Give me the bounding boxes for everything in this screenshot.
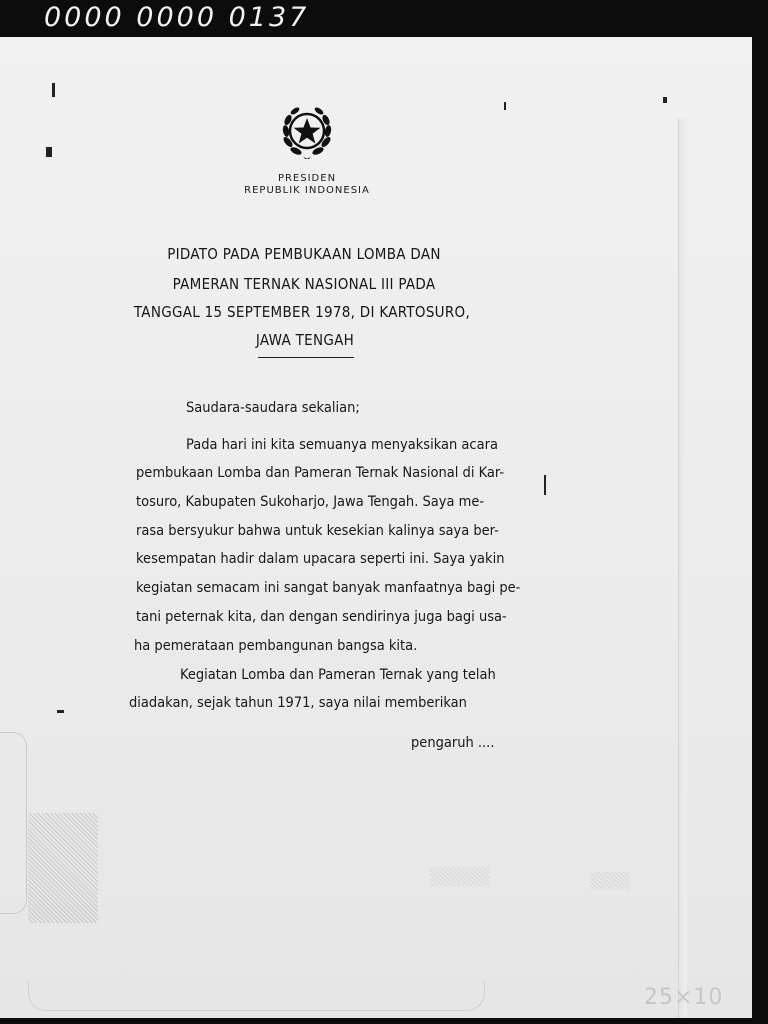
letterhead-title <box>236 173 378 197</box>
paragraph-line: kesempatan hadir dalam upacara seperti ini. Saya yakin <box>136 551 505 567</box>
scan-speck <box>504 102 506 110</box>
paragraph-line: Kegiatan Lomba dan Pameran Ternak yang telah <box>180 667 496 683</box>
page-left-tab <box>0 732 27 914</box>
microfilm-frame-number: 0000 0000 0137 <box>44 2 310 33</box>
scan-speck <box>52 83 55 97</box>
paragraph-line: pembukaan Lomba dan Pameran Ternak Nasional di Kar- <box>136 465 505 481</box>
paragraph-line: rasa bersyukur bahwa untuk kesekian kalinya saya ber- <box>136 523 499 539</box>
paragraph-line: kegiatan semacam ini sangat banyak manfaatnya bagi pe- <box>136 580 521 596</box>
letterhead-line-president: PRESIDEN <box>277 173 337 184</box>
title-underline <box>258 357 354 358</box>
speech-title-line: JAWA TENGAH <box>255 331 355 349</box>
continuation-catchword: pengaruh .... <box>411 735 495 751</box>
paragraph-line: ha pemerataan pembangunan bangsa kita. <box>134 638 418 654</box>
scan-smudge <box>430 867 490 887</box>
salutation: Saudara-saudara sekalian; <box>186 400 360 416</box>
document-page <box>0 37 752 1018</box>
scan-speck <box>663 97 667 103</box>
speech-title-line: PIDATO PADA PEMBUKAAN LOMBA DAN <box>167 245 441 263</box>
scan-speck <box>544 475 546 495</box>
scan-speck <box>57 710 64 713</box>
letterhead-line-republic: REPUBLIK INDONESIA <box>244 185 370 196</box>
paragraph-line: tosuro, Kabupaten Sukoharjo, Jawa Tengah. Saya me- <box>136 494 485 510</box>
page-bottom-curl <box>28 982 485 1011</box>
scan-speck <box>46 147 52 157</box>
scan-smudge <box>28 813 98 923</box>
paragraph-line: Pada hari ini kita semuanya menyaksikan acara <box>186 437 498 453</box>
scan-smudge <box>590 872 630 890</box>
microfilm-scale-mark: 25×10 <box>644 985 724 1010</box>
garuda-star-wreath-emblem-icon <box>275 101 339 165</box>
page-edge-shadow <box>678 119 687 1018</box>
paragraph-line: tani peternak kita, dan dengan sendirinya juga bagi usa- <box>136 609 507 625</box>
speech-title-line: PAMERAN TERNAK NASIONAL III PADA <box>172 275 436 293</box>
paragraph-line: diadakan, sejak tahun 1971, saya nilai memberikan <box>129 695 467 711</box>
speech-title-line: TANGGAL 15 SEPTEMBER 1978, DI KARTOSURO, <box>133 303 471 321</box>
